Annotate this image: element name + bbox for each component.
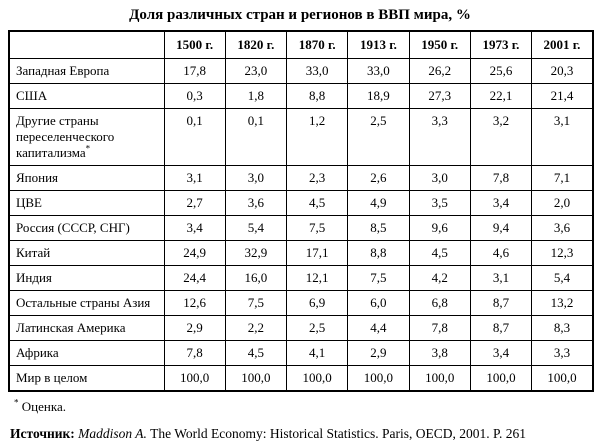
value-cell: 3,1 bbox=[532, 109, 593, 166]
value-cell: 17,1 bbox=[287, 241, 348, 266]
source-label: Источник: bbox=[10, 426, 75, 441]
value-cell: 100,0 bbox=[409, 366, 470, 392]
value-cell: 8,7 bbox=[470, 291, 531, 316]
value-cell: 4,6 bbox=[470, 241, 531, 266]
value-cell: 7,1 bbox=[532, 166, 593, 191]
value-cell: 2,2 bbox=[225, 316, 286, 341]
value-cell: 24,9 bbox=[164, 241, 225, 266]
value-cell: 32,9 bbox=[225, 241, 286, 266]
value-cell: 7,8 bbox=[470, 166, 531, 191]
value-cell: 25,6 bbox=[470, 59, 531, 84]
value-cell: 3,2 bbox=[470, 109, 531, 166]
value-cell: 4,4 bbox=[348, 316, 409, 341]
source-text: The World Economy: Historical Statistics. Paris, OECD, 2001. P. 261 bbox=[146, 426, 526, 441]
gdp-share-table bbox=[8, 30, 594, 392]
value-cell: 8,5 bbox=[348, 216, 409, 241]
value-cell: 6,0 bbox=[348, 291, 409, 316]
footnote-marker: * bbox=[14, 397, 19, 408]
row-label: Африка bbox=[9, 341, 164, 366]
value-cell: 23,0 bbox=[225, 59, 286, 84]
table-row bbox=[9, 109, 593, 166]
value-cell: 3,3 bbox=[409, 109, 470, 166]
table-header-row bbox=[9, 31, 593, 59]
value-cell: 8,8 bbox=[287, 84, 348, 109]
value-cell: 3,0 bbox=[225, 166, 286, 191]
value-cell: 2,9 bbox=[348, 341, 409, 366]
row-label: Западная Европа bbox=[9, 59, 164, 84]
value-cell: 3,5 bbox=[409, 191, 470, 216]
value-cell: 0,3 bbox=[164, 84, 225, 109]
row-label: Россия (СССР, СНГ) bbox=[9, 216, 164, 241]
value-cell: 3,8 bbox=[409, 341, 470, 366]
value-cell: 3,4 bbox=[470, 191, 531, 216]
source-author: Maddison A. bbox=[74, 426, 147, 441]
value-cell: 4,1 bbox=[287, 341, 348, 366]
table-row bbox=[9, 166, 593, 191]
value-cell: 4,9 bbox=[348, 191, 409, 216]
value-cell: 3,1 bbox=[470, 266, 531, 291]
table-row bbox=[9, 266, 593, 291]
table-title: Доля различных стран и регионов в ВВП мира, % bbox=[129, 7, 471, 23]
value-cell: 2,6 bbox=[348, 166, 409, 191]
row-label: Китай bbox=[9, 241, 164, 266]
value-cell: 7,8 bbox=[164, 341, 225, 366]
value-cell: 12,3 bbox=[532, 241, 593, 266]
value-cell: 7,5 bbox=[287, 216, 348, 241]
row-label: Индия bbox=[9, 266, 164, 291]
value-cell: 4,5 bbox=[225, 341, 286, 366]
value-cell: 3,1 bbox=[164, 166, 225, 191]
value-cell: 24,4 bbox=[164, 266, 225, 291]
year-column-header: 1500 г. bbox=[164, 31, 225, 59]
value-cell: 1,2 bbox=[287, 109, 348, 166]
value-cell: 20,3 bbox=[532, 59, 593, 84]
value-cell: 5,4 bbox=[532, 266, 593, 291]
value-cell: 2,7 bbox=[164, 191, 225, 216]
value-cell: 2,3 bbox=[287, 166, 348, 191]
table-row bbox=[9, 291, 593, 316]
year-column-header: 1950 г. bbox=[409, 31, 470, 59]
value-cell: 100,0 bbox=[532, 366, 593, 392]
table-row bbox=[9, 341, 593, 366]
value-cell: 7,5 bbox=[348, 266, 409, 291]
value-cell: 100,0 bbox=[287, 366, 348, 392]
value-cell: 5,4 bbox=[225, 216, 286, 241]
value-cell: 0,1 bbox=[225, 109, 286, 166]
value-cell: 4,2 bbox=[409, 266, 470, 291]
value-cell: 3,4 bbox=[164, 216, 225, 241]
value-cell: 16,0 bbox=[225, 266, 286, 291]
value-cell: 7,5 bbox=[225, 291, 286, 316]
row-label: ЦВЕ bbox=[9, 191, 164, 216]
table-row bbox=[9, 241, 593, 266]
corner-cell bbox=[9, 31, 164, 59]
year-column-header: 1973 г. bbox=[470, 31, 531, 59]
value-cell: 9,4 bbox=[470, 216, 531, 241]
value-cell: 26,2 bbox=[409, 59, 470, 84]
table-footnote bbox=[14, 399, 600, 415]
footnote-marker: * bbox=[85, 143, 91, 154]
value-cell: 2,9 bbox=[164, 316, 225, 341]
value-cell: 6,9 bbox=[287, 291, 348, 316]
value-cell: 12,6 bbox=[164, 291, 225, 316]
year-column-header: 1820 г. bbox=[225, 31, 286, 59]
value-cell: 6,8 bbox=[409, 291, 470, 316]
value-cell: 18,9 bbox=[348, 84, 409, 109]
value-cell: 3,0 bbox=[409, 166, 470, 191]
value-cell: 100,0 bbox=[225, 366, 286, 392]
value-cell: 12,1 bbox=[287, 266, 348, 291]
value-cell: 33,0 bbox=[287, 59, 348, 84]
document-page bbox=[0, 4, 600, 441]
value-cell: 8,3 bbox=[532, 316, 593, 341]
value-cell: 8,8 bbox=[348, 241, 409, 266]
value-cell: 2,5 bbox=[348, 109, 409, 166]
year-column-header: 1870 г. bbox=[287, 31, 348, 59]
value-cell: 27,3 bbox=[409, 84, 470, 109]
table-row bbox=[9, 191, 593, 216]
value-cell: 22,1 bbox=[470, 84, 531, 109]
row-label: Япония bbox=[9, 166, 164, 191]
value-cell: 8,7 bbox=[470, 316, 531, 341]
table-row bbox=[9, 216, 593, 241]
value-cell: 2,5 bbox=[287, 316, 348, 341]
value-cell: 21,4 bbox=[532, 84, 593, 109]
row-label: Другие страны переселенческого капитализма* bbox=[9, 109, 164, 166]
value-cell: 3,6 bbox=[225, 191, 286, 216]
table-row bbox=[9, 366, 593, 392]
value-cell: 17,8 bbox=[164, 59, 225, 84]
row-label: Остальные страны Азия bbox=[9, 291, 164, 316]
value-cell: 100,0 bbox=[470, 366, 531, 392]
value-cell: 4,5 bbox=[409, 241, 470, 266]
value-cell: 4,5 bbox=[287, 191, 348, 216]
year-column-header: 1913 г. bbox=[348, 31, 409, 59]
table-row bbox=[9, 316, 593, 341]
value-cell: 13,2 bbox=[532, 291, 593, 316]
value-cell: 0,1 bbox=[164, 109, 225, 166]
source-citation bbox=[10, 425, 600, 442]
row-label: Латинская Америка bbox=[9, 316, 164, 341]
value-cell: 9,6 bbox=[409, 216, 470, 241]
table-row bbox=[9, 84, 593, 109]
value-cell: 1,8 bbox=[225, 84, 286, 109]
value-cell: 100,0 bbox=[164, 366, 225, 392]
value-cell: 33,0 bbox=[348, 59, 409, 84]
value-cell: 3,3 bbox=[532, 341, 593, 366]
value-cell: 3,6 bbox=[532, 216, 593, 241]
value-cell: 2,0 bbox=[532, 191, 593, 216]
value-cell: 3,4 bbox=[470, 341, 531, 366]
row-label: Мир в целом bbox=[9, 366, 164, 392]
row-label: США bbox=[9, 84, 164, 109]
table-row bbox=[9, 59, 593, 84]
footnote-text: Оценка. bbox=[18, 399, 66, 414]
value-cell: 100,0 bbox=[348, 366, 409, 392]
value-cell: 7,8 bbox=[409, 316, 470, 341]
year-column-header: 2001 г. bbox=[532, 31, 593, 59]
